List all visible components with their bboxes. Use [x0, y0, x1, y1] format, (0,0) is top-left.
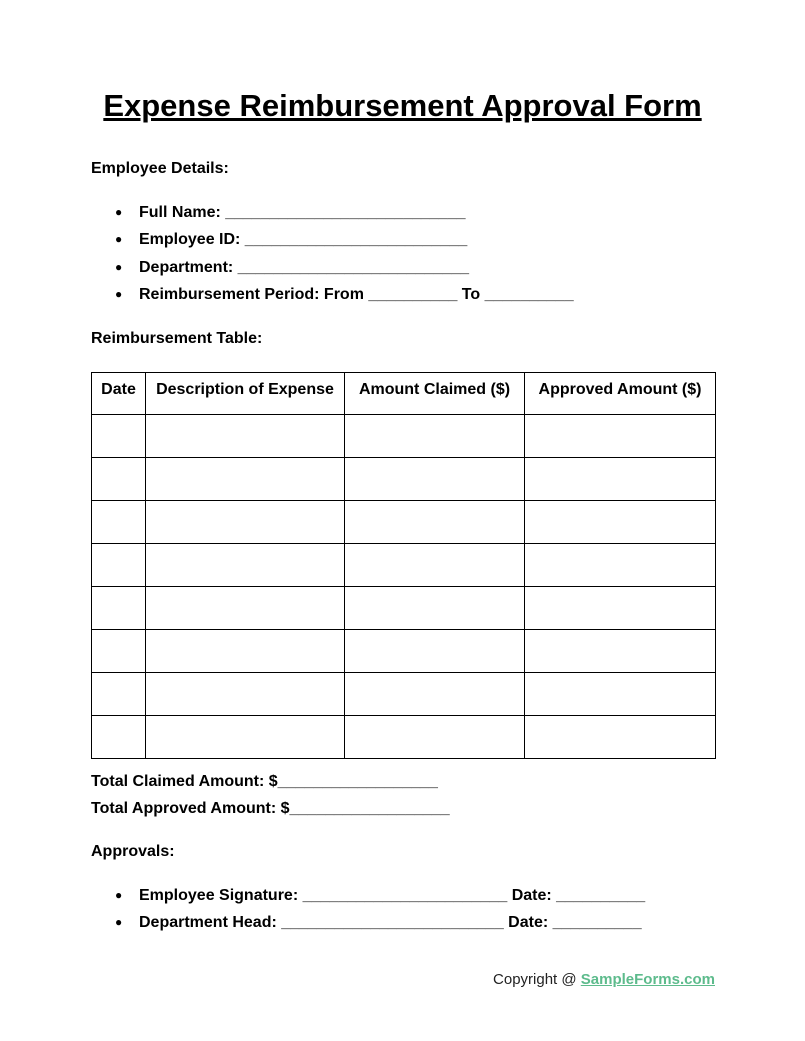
- table-header-row: [92, 373, 716, 415]
- table-cell[interactable]: [92, 673, 146, 716]
- table-cell[interactable]: [92, 630, 146, 673]
- table-cell[interactable]: [345, 673, 525, 716]
- table-row: [92, 673, 716, 716]
- copyright-text: Copyright @: [493, 971, 581, 988]
- table-cell[interactable]: [146, 501, 345, 544]
- department-field[interactable]: ● Department: __________________________: [91, 254, 574, 281]
- employee-signature-field[interactable]: ● Employee Signature: _______________________ Date: __________: [91, 882, 645, 909]
- table-cell[interactable]: [146, 673, 345, 716]
- table-row: [92, 716, 716, 759]
- table-row: [92, 501, 716, 544]
- total-approved-field[interactable]: Total Approved Amount: $__________________: [91, 800, 450, 817]
- table-cell[interactable]: [345, 458, 525, 501]
- column-header-description: Description of Expense: [146, 373, 345, 415]
- table-row: [92, 458, 716, 501]
- column-header-amount-claimed: Amount Claimed ($): [345, 373, 525, 415]
- table-cell[interactable]: [92, 716, 146, 759]
- table-cell[interactable]: [345, 415, 525, 458]
- table-cell[interactable]: [92, 544, 146, 587]
- table-row: [92, 587, 716, 630]
- column-header-approved-amount: Approved Amount ($): [525, 373, 716, 415]
- copyright-footer: [493, 971, 715, 988]
- table-cell[interactable]: [92, 458, 146, 501]
- table-row: [92, 415, 716, 458]
- approvals-list: [91, 882, 645, 937]
- table-cell[interactable]: [345, 716, 525, 759]
- table-cell[interactable]: [92, 501, 146, 544]
- employee-id-field[interactable]: ● Employee ID: _________________________: [91, 226, 574, 253]
- table-cell[interactable]: [146, 587, 345, 630]
- sampleforms-link[interactable]: SampleForms.com: [580, 971, 715, 988]
- employee-details-heading: Employee Details:: [91, 160, 229, 177]
- table-cell[interactable]: [345, 587, 525, 630]
- table-cell[interactable]: [146, 630, 345, 673]
- table-cell[interactable]: [345, 544, 525, 587]
- employee-details-list: [91, 199, 574, 308]
- department-head-field[interactable]: ● Department Head: _________________________ Date: __________: [91, 909, 645, 936]
- table-cell[interactable]: [525, 415, 716, 458]
- table-row: [92, 544, 716, 587]
- table-cell[interactable]: [525, 544, 716, 587]
- reimbursement-table-heading: Reimbursement Table:: [91, 330, 263, 347]
- full-name-field[interactable]: ● Full Name: ___________________________: [91, 199, 574, 226]
- page-title: Expense Reimbursement Approval Form: [103, 88, 702, 123]
- table-cell[interactable]: [345, 501, 525, 544]
- table-cell[interactable]: [525, 501, 716, 544]
- table-cell[interactable]: [525, 587, 716, 630]
- column-header-date: Date: [92, 373, 146, 415]
- approvals-heading: Approvals:: [91, 843, 175, 860]
- table-row: [92, 630, 716, 673]
- table-cell[interactable]: [146, 544, 345, 587]
- table-cell[interactable]: [525, 673, 716, 716]
- reimbursement-table: [91, 372, 716, 759]
- total-claimed-field[interactable]: Total Claimed Amount: $__________________: [91, 773, 438, 790]
- table-cell[interactable]: [525, 630, 716, 673]
- table-cell[interactable]: [525, 458, 716, 501]
- table-cell[interactable]: [146, 458, 345, 501]
- reimbursement-period-field[interactable]: ● Reimbursement Period: From __________ To __________: [91, 281, 574, 308]
- table-cell[interactable]: [92, 415, 146, 458]
- table-cell[interactable]: [525, 716, 716, 759]
- table-cell[interactable]: [146, 415, 345, 458]
- table-cell[interactable]: [92, 587, 146, 630]
- table-cell[interactable]: [345, 630, 525, 673]
- table-cell[interactable]: [146, 716, 345, 759]
